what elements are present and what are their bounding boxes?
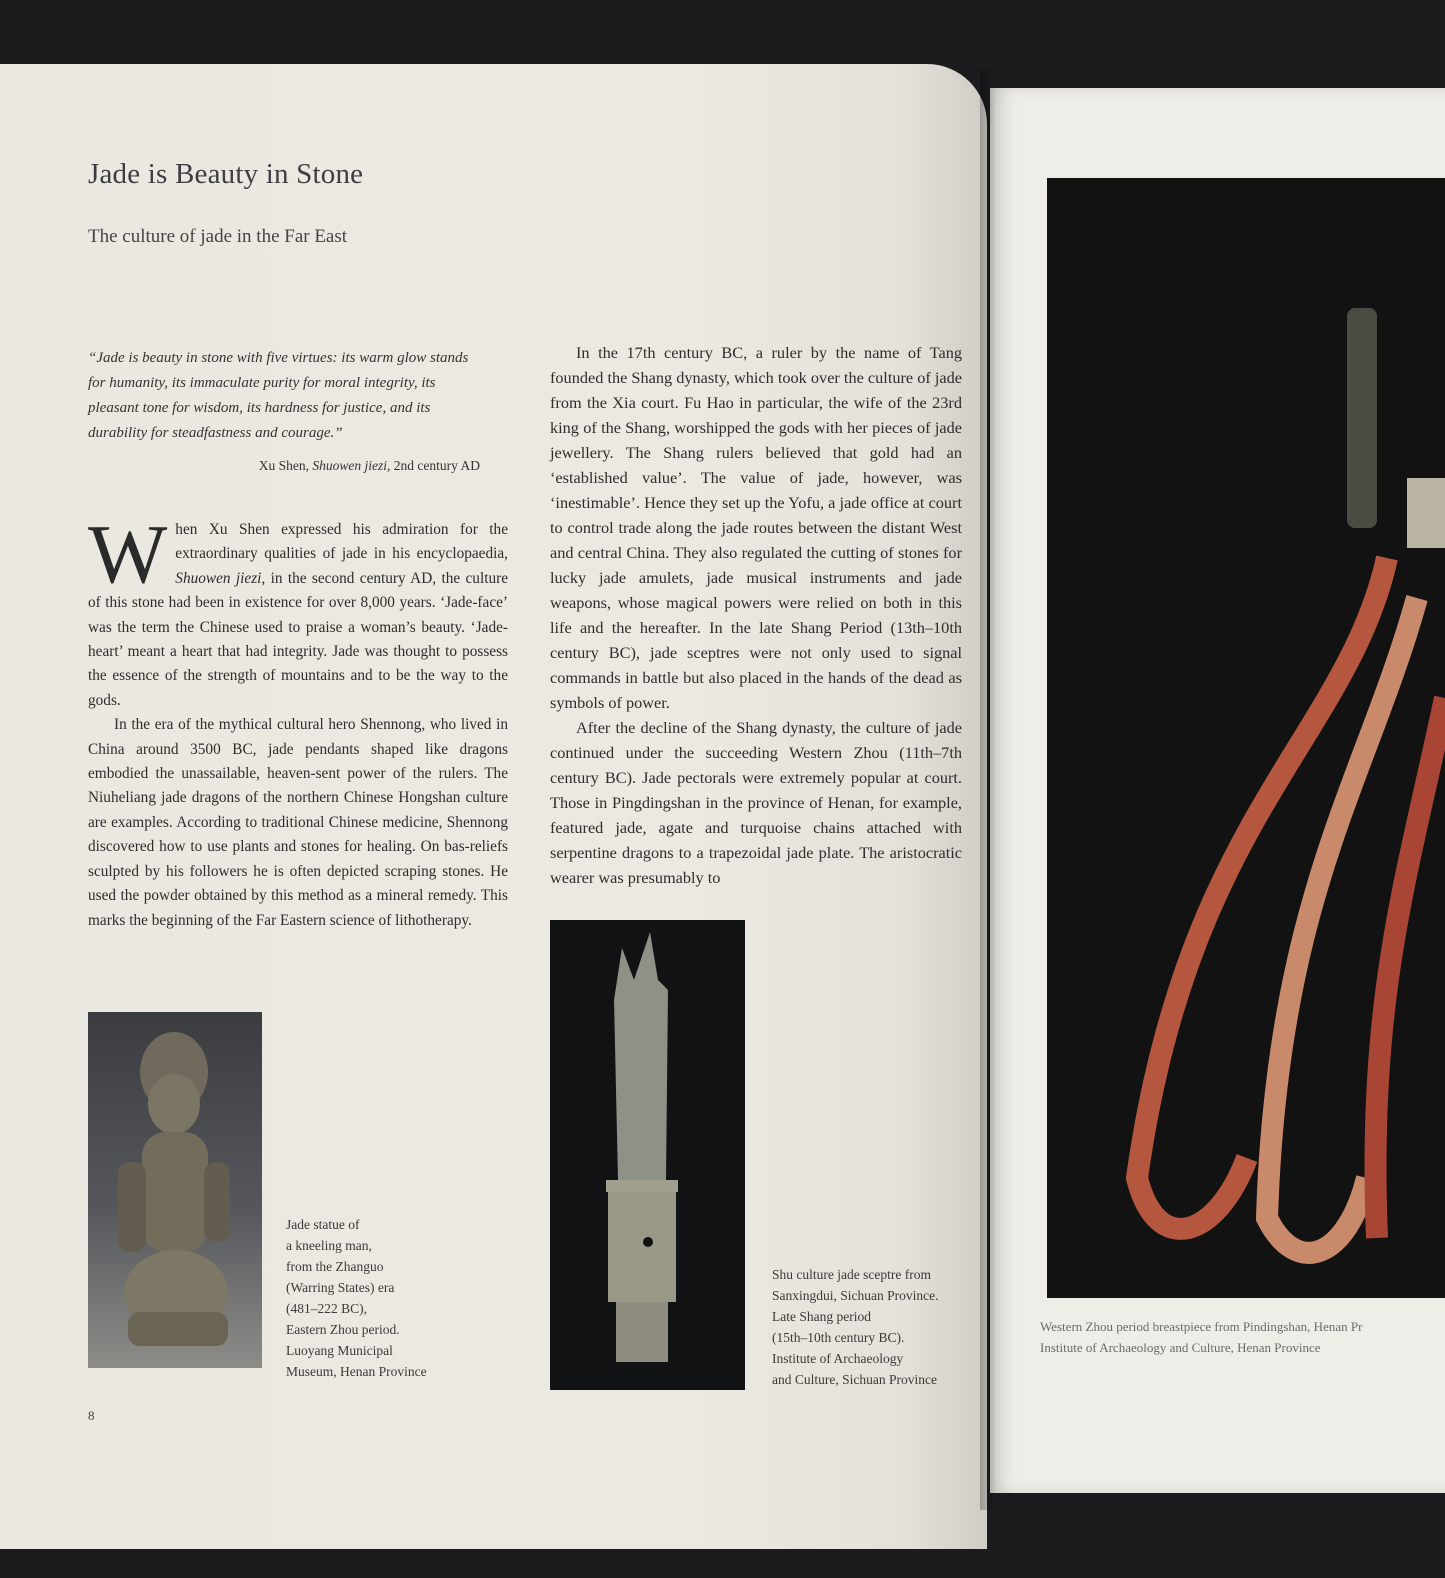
- caption-line: Museum, Henan Province: [286, 1364, 427, 1379]
- body-paragraph: [88, 508, 508, 713]
- body-column-left: [88, 508, 508, 933]
- page-title: Jade is Beauty in Stone: [88, 158, 364, 190]
- body-paragraph: In the era of the mythical cultural hero Shennong, who lived in China around 3500 BC, jade pendants shaped like dragons embodied the unassailable, heaven-sent power of the rulers. The Niuheliang jade dragons of the northern Chinese Hongshan culture are examples. According to traditional Chinese medicine, Shennong discovered how to use plants and stones for healing. On bas-reliefs sculpted by his followers he is often depicted scraping stones. He used the powder obtained by this method as a mineral remedy. This marks the beginning of the Far Eastern science of lithotherapy.: [88, 716, 508, 929]
- caption-line: Late Shang period: [772, 1309, 871, 1324]
- paragraph-text: , in the second century AD, the culture of this stone had been in existence for over 8,000 years. ‘Jade-face’ was the term the Chinese used to praise a woman’s beauty. ‘Jade-heart’ meant a heart that had integrity. Jade was thought to possess the essence of the strength of mountains and to be the way to the gods.: [88, 569, 508, 709]
- paragraph-text: hen Xu Shen expressed his admiration for the extraordinary qualities of jade in his encyclopaedia,: [175, 521, 508, 563]
- caption-line: Sanxingdui, Sichuan Province.: [772, 1288, 939, 1303]
- quote-work-title: Shuowen jiezi: [312, 458, 388, 473]
- caption-line: Eastern Zhou period.: [286, 1322, 400, 1337]
- quote-attribution: [88, 458, 480, 474]
- caption-line: (15th–10th century BC).: [772, 1330, 905, 1345]
- breastpiece-caption: [1040, 1316, 1440, 1358]
- necklace-illustration: [1047, 178, 1445, 1298]
- caption-line: a kneeling man,: [286, 1238, 372, 1253]
- caption-line: and Culture, Sichuan Province: [772, 1372, 937, 1387]
- quote-author: Xu Shen,: [258, 458, 313, 473]
- caption-line: Institute of Archaeology: [772, 1351, 904, 1366]
- caption-line: (Warring States) era: [286, 1280, 395, 1295]
- sceptre-illustration: [550, 920, 745, 1390]
- quote-date: , 2nd century AD: [387, 458, 480, 473]
- body-paragraph: After the decline of the Shang dynasty, the culture of jade continued under the succeeding Western Zhou (11th–7th century BC). Jade pectorals were extremely popular at court. Those in Pingdingshan in the province of Henan, for example, featured jade, agate and turquoise chains attached with serpentine dragons to a trapezoidal jade plate. The aristocratic wearer was presumably to: [550, 718, 962, 887]
- caption-line: Western Zhou period breastpiece from Pindingshan, Henan Pr: [1040, 1319, 1363, 1334]
- sceptre-caption: [772, 1264, 972, 1390]
- caption-line: (481–222 BC),: [286, 1301, 367, 1316]
- body-column-right: [550, 340, 962, 890]
- statue-caption: [286, 1214, 466, 1382]
- caption-line: Shu culture jade sceptre from: [772, 1267, 931, 1282]
- book-gutter: [980, 70, 996, 1510]
- jade-statue-photo: [88, 1012, 262, 1368]
- page-subtitle: The culture of jade in the Far East: [88, 226, 348, 247]
- body-paragraph: In the 17th century BC, a ruler by the name of Tang founded the Shang dynasty, which took over the culture of jade from the Xia court. Fu Hao in particular, the wife of the 23rd king of the Shang, worshipped the gods with her pieces of jade jewellery. The Shang rulers believed that gold had an ‘established value’. The value of jade, however, was ‘inestimable’. Hence they set up the Yofu, a jade office at court to control trade along the jade routes between the distant West and central China. They also regulated the cutting of stones for lucky jade amulets, jade musical instruments and jade weapons, whose magical powers were relied on both in this life and the hereafter. In the late Shang Period (13th–10th century BC), jade sceptres were not only used to signal commands in battle but also placed in the hands of the dead as symbols of power.: [550, 343, 962, 712]
- caption-line: Institute of Archaeology and Culture, Henan Province: [1040, 1340, 1321, 1355]
- drop-cap: W: [88, 508, 168, 601]
- breastpiece-photo: [1047, 178, 1445, 1298]
- jade-sceptre-photo: [550, 920, 745, 1390]
- epigraph-quote: “Jade is beauty in stone with five virtues: its warm glow stands for humanity, its immaculate purity for moral integrity, its pleasant tone for wisdom, its hardness for justice, and its durability for steadfastness and courage.”: [88, 350, 469, 441]
- caption-line: Jade statue of: [286, 1217, 360, 1232]
- work-title: Shuowen jiezi: [175, 569, 262, 587]
- caption-line: from the Zhanguo: [286, 1259, 384, 1274]
- page-number: 8: [88, 1408, 95, 1423]
- statue-illustration: [88, 1012, 262, 1368]
- caption-line: Luoyang Municipal: [286, 1343, 393, 1358]
